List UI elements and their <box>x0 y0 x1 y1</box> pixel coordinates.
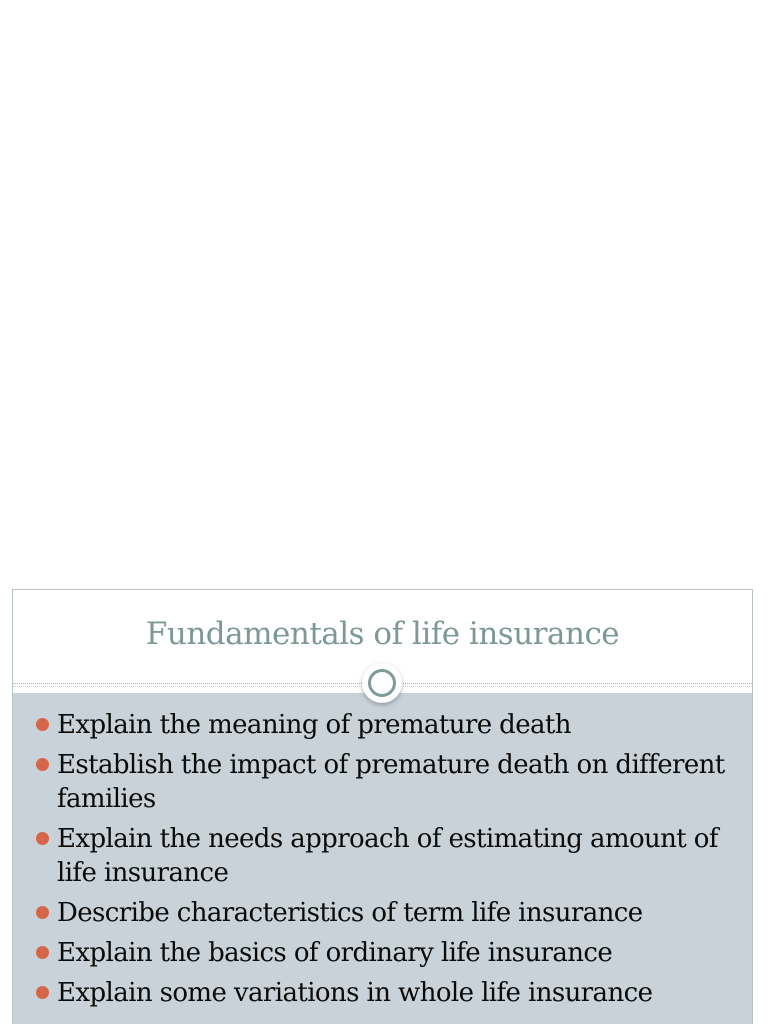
ring-icon <box>368 669 396 697</box>
bullet-item <box>33 896 749 930</box>
bullet-dot-icon <box>36 986 49 999</box>
bullet-item <box>33 822 749 890</box>
bullet-text: Explain the basics of ordinary life insurance <box>57 938 613 968</box>
circle-ring-icon <box>362 663 402 703</box>
bullet-text: Establish the impact of premature death on different families <box>57 750 725 814</box>
bullet-text: Explain some variations in whole life insurance <box>57 978 653 1008</box>
bullet-dot-icon <box>36 718 49 731</box>
bullet-item <box>33 748 749 816</box>
bullet-text: Describe characteristics of term life insurance <box>57 898 643 928</box>
bullet-text: Explain the needs approach of estimating amount of life insurance <box>57 824 718 888</box>
bullet-dot-icon <box>36 906 49 919</box>
bullet-dot-icon <box>36 946 49 959</box>
bullet-list <box>33 708 749 1016</box>
bullet-text: Explain the meaning of premature death <box>57 710 571 740</box>
slide-panel <box>12 589 753 1024</box>
bullet-dot-icon <box>36 758 49 771</box>
bullet-dot-icon <box>36 832 49 845</box>
bullet-item <box>33 708 749 742</box>
slide-title: Fundamentals of life insurance <box>145 616 620 652</box>
bullet-item <box>33 936 749 970</box>
bullet-item <box>33 976 749 1010</box>
